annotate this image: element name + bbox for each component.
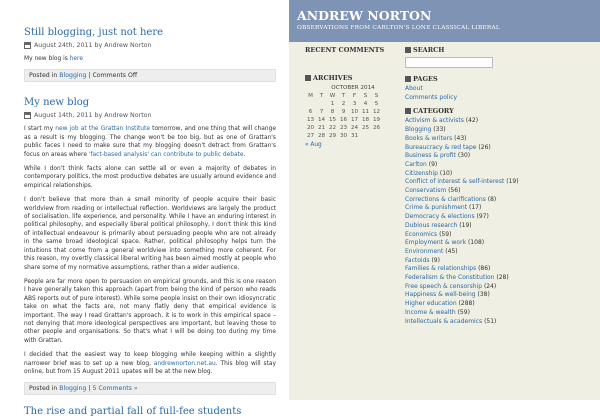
post-date-author: August 14th, 2011 by Andrew Norton [34, 112, 152, 120]
calendar-day [305, 100, 316, 108]
calendar-day [360, 132, 371, 140]
category-count: (17) [468, 204, 482, 212]
calendar-day: 20 [306, 125, 315, 131]
page-link-comments-policy[interactable]: Comments policy [405, 93, 458, 101]
sidebar [289, 0, 600, 400]
category-item [405, 222, 521, 231]
post-title-link[interactable]: The rise and partial fall of full-fee students [24, 406, 242, 418]
category-item [405, 161, 521, 170]
category-heading [405, 107, 521, 115]
calendar-weekday: T [341, 93, 346, 99]
category-link[interactable]: Activism & activists [405, 117, 464, 125]
calendar-weekday: W [329, 93, 336, 99]
category-count: (19) [459, 221, 472, 229]
category-link[interactable]: Conflict of interest & self-interest [405, 178, 505, 186]
category-link[interactable]: Democracy & elections [405, 213, 475, 221]
category-item [405, 231, 521, 240]
calendar-day: 2 [341, 101, 346, 107]
category-item [405, 213, 521, 222]
calendar-day: 7 [319, 109, 324, 115]
category-item [405, 300, 521, 309]
calendar-weekday: F [352, 93, 357, 99]
category-count: (30) [457, 152, 471, 160]
category-count: (288) [458, 300, 475, 308]
search-widget [405, 46, 521, 68]
posted-in-label: Posted in [29, 385, 60, 393]
category-count: (26) [478, 143, 491, 151]
post-paragraph: People are far more open to persuasion on empirical grounds, and this is one reason I have generally taken this approach (apart from being the kind of person who reads ABS reports out of pure interest). While some people insist on their own idiosyncratic take on what the facts are, not many flatly deny that empirical evidence is important. The way I read Grattan's approach, it is to work in this empirical space – not denying that more ideological perspectives are important, but leaving those to other people and organisations. So that's what I will be doing too during my time with Grattan. [24, 278, 276, 344]
search-input[interactable] [405, 57, 493, 68]
category-item [405, 274, 521, 283]
category-count: (19) [506, 178, 519, 186]
category-link[interactable]: Income & wealth [405, 308, 456, 316]
category-item [405, 283, 521, 292]
post-footer: Posted in Blogging | Comments Off [24, 69, 276, 82]
category-count: (38) [477, 291, 490, 299]
category-item [405, 204, 521, 213]
category-link[interactable]: Business & profit [405, 152, 456, 160]
post-text: tomorrow, and one thing that will change as a result is my blogging. The change won't be too big, but as one of Grattan's public faces I need to make sure that my blogging doesn't detract from Grattan's focus on areas where [24, 126, 276, 158]
calendar-day: 30 [339, 133, 348, 139]
sidebar-column-left [305, 46, 401, 148]
site-header [289, 0, 600, 42]
calendar-day: 23 [339, 125, 348, 131]
calendar-weekday: S [374, 93, 379, 99]
category-item [405, 239, 521, 248]
calendar-day: 29 [328, 133, 337, 139]
category-count: (42) [465, 117, 479, 125]
post-footer: Posted in Blogging | 5 Comments » [24, 382, 276, 395]
category-widget [405, 107, 521, 326]
category-item [405, 291, 521, 300]
calendar-weekday: M [308, 93, 313, 99]
category-count: (45) [445, 247, 458, 255]
calendar-day: 26 [372, 125, 381, 131]
pages-heading-text: PAGES [413, 75, 438, 83]
post-meta [24, 112, 276, 119]
sidebar-column-right [405, 46, 521, 326]
category-item [405, 144, 521, 153]
category-link[interactable]: Citizenship [405, 169, 438, 177]
calendar-day: 9 [341, 109, 346, 115]
calendar-day: 22 [328, 125, 337, 131]
calendar-day: 31 [350, 133, 359, 139]
category-link[interactable]: Free speech & censorship [405, 282, 483, 290]
category-link[interactable]: Families & relationships [405, 265, 477, 273]
page-link-about[interactable]: About [405, 85, 423, 92]
category-count: (43) [454, 134, 467, 142]
fact-based-analysis-link[interactable]: 'fact-based analysis' can contribute to public debate [88, 151, 244, 158]
category-icon [405, 108, 411, 114]
post-body [24, 125, 276, 376]
category-list [405, 117, 521, 326]
calendar-day: 16 [339, 117, 348, 123]
calendar-day: 8 [330, 109, 335, 115]
category-count: (10) [439, 169, 453, 177]
category-item [405, 196, 521, 205]
post-title-link[interactable]: My new blog [24, 97, 90, 109]
calendar-day: 15 [328, 117, 337, 123]
post-paragraph: While I don't think facts alone can settle all or even a majority of debates in contemporary politics, the most productive debates are usually around evidence and empirical relationships. [24, 166, 276, 189]
comments-link[interactable]: 5 Comments » [92, 385, 138, 393]
category-count: (51) [484, 317, 497, 325]
new-blog-link[interactable]: here [69, 56, 83, 62]
category-count: (86) [478, 265, 491, 273]
post-body [24, 55, 276, 63]
category-item [405, 318, 521, 327]
calendar-day: 1 [330, 101, 335, 107]
post-text: I decided that the easiest way to keep blogging while keeping within a slightly narrower brief was to set up a new blog, [24, 352, 276, 367]
calendar-day: 14 [317, 117, 326, 123]
post [0, 395, 288, 418]
calendar-day: 18 [361, 117, 370, 123]
category-count: (28) [496, 274, 509, 282]
calendar-month: OCTOBER 2014 [331, 85, 375, 91]
category-link[interactable]: Employment & work [405, 239, 467, 247]
calendar-day: 24 [350, 125, 359, 131]
pages-icon [405, 76, 411, 82]
andrewnorton-net-link[interactable]: andrewnorton.net.au [153, 360, 216, 367]
search-heading [405, 46, 521, 54]
calendar-prev-month-link[interactable]: « Aug [305, 142, 322, 148]
archives-icon [305, 75, 311, 81]
recent-comments-heading: RECENT COMMENTS [305, 46, 385, 54]
category-item [405, 152, 521, 161]
calendar-day: 10 [350, 109, 359, 115]
category-link[interactable]: Factoids [405, 256, 430, 264]
category-link[interactable]: Higher education [405, 300, 457, 308]
calendar-day: 21 [317, 125, 326, 131]
category-count: (56) [448, 187, 461, 195]
pages-heading [405, 75, 521, 83]
site-description: OBSERVATIONS FROM CARLTON'S LONE CLASSICAL LIBERAL [297, 25, 500, 31]
calendar-day: 4 [363, 101, 368, 107]
calendar-day: 28 [317, 133, 326, 139]
post-text: . This blog will stay online, but from 15 August 2011 upates will be at the new blog. [24, 360, 276, 375]
calendar-day: 12 [372, 109, 381, 115]
calendar-day: 17 [350, 117, 359, 123]
pages-widget [405, 75, 521, 102]
category-link[interactable]: Conservatism [405, 187, 447, 195]
category-item [405, 135, 521, 144]
search-heading-text: SEARCH [413, 46, 445, 54]
category-link[interactable]: Economics [405, 230, 438, 238]
calendar-day: 13 [306, 117, 315, 123]
site-title[interactable]: ANDREW NORTON [297, 8, 432, 23]
category-link[interactable]: Blogging [59, 72, 87, 80]
calendar-table [305, 92, 382, 140]
category-count: (9) [431, 256, 440, 264]
category-link[interactable]: Federalism & the Constitution [405, 274, 495, 282]
pages-list [405, 85, 521, 102]
category-count: (24) [483, 282, 497, 290]
category-count: (108) [467, 239, 485, 247]
category-link[interactable]: Bureaucracy & red tape [405, 143, 477, 151]
category-count: (9) [428, 160, 438, 168]
post-paragraph: I don't believe that more than a small minority of people acquire their basic worldview from reading or intellectual reflection. Worldviews are largely the product of socialisation, life experience, and personality. While I have an enduring interest in political philosophy, and especially liberal political philosophy, I don't think this kind of intellectual endeavour is primarily about persuading people who are not already in the same broad ideological space. Rather, political philosophy helps turn the intuitions that come from a general worldview into something more coherent. For this reason, my overtly classical liberal writing has been aimed mostly at people who share some of my normative assumptions, rather than a wider audience. [24, 197, 276, 271]
post-date-author: August 24th, 2011 by Andrew Norton [34, 42, 152, 49]
category-item [405, 187, 521, 196]
category-count: (97) [476, 213, 489, 221]
calendar-weekday: T [319, 93, 324, 99]
calendar-day: 25 [361, 125, 370, 131]
post-meta [24, 42, 276, 49]
category-count: (59) [457, 308, 470, 316]
category-link[interactable]: Blogging [405, 126, 432, 134]
calendar-icon [24, 42, 31, 49]
category-count: (33) [433, 126, 446, 134]
category-item [405, 178, 521, 187]
category-item [405, 257, 521, 266]
post [0, 0, 288, 82]
category-item [405, 309, 521, 318]
category-item [405, 248, 521, 257]
calendar-day: 19 [372, 117, 381, 123]
posted-in-label: Posted in [29, 72, 60, 80]
category-link[interactable]: Happiness & well-being [405, 291, 476, 299]
post-text: My new blog is [24, 56, 70, 62]
grattan-job-link[interactable]: new job at the Grattan Institute [55, 126, 150, 133]
category-count: (8) [487, 195, 497, 203]
calendar-day: 6 [308, 109, 313, 115]
category-link[interactable]: Corrections & clarifications [405, 195, 486, 203]
post-title-link[interactable]: Still blogging, just not here [24, 27, 164, 38]
category-link[interactable]: Blogging [59, 385, 87, 393]
calendar-day: 11 [361, 109, 370, 115]
category-link[interactable]: Environment [405, 247, 444, 255]
category-link[interactable]: Dubious research [405, 221, 458, 229]
main-content [0, 0, 288, 418]
post-text: . [243, 151, 246, 158]
calendar-day: 27 [306, 133, 315, 139]
category-item [405, 170, 521, 179]
archives-heading-text: ARCHIVES [313, 74, 353, 82]
calendar-weekday: S [363, 93, 368, 99]
archives-widget [305, 74, 401, 148]
category-link[interactable]: Intellectuals & academics [405, 317, 483, 325]
post [0, 82, 288, 395]
comments-status: Comments Off [92, 72, 138, 80]
category-item [405, 117, 521, 126]
calendar-day: 5 [374, 101, 379, 107]
category-item [405, 126, 521, 135]
archives-heading [305, 74, 401, 82]
category-heading-text: CATEGORY [413, 107, 454, 116]
calendar-day [371, 132, 382, 140]
category-link[interactable]: Crime & punishment [405, 204, 468, 212]
calendar-day [316, 100, 327, 108]
category-link[interactable]: Carlton [405, 160, 427, 168]
post-text: I start my [24, 126, 56, 133]
calendar-day: 3 [352, 101, 357, 107]
category-link[interactable]: Books & writers [405, 134, 453, 142]
search-widget-icon [405, 47, 411, 53]
calendar-icon [24, 112, 31, 119]
category-item [405, 265, 521, 274]
category-count: (59) [439, 230, 452, 238]
